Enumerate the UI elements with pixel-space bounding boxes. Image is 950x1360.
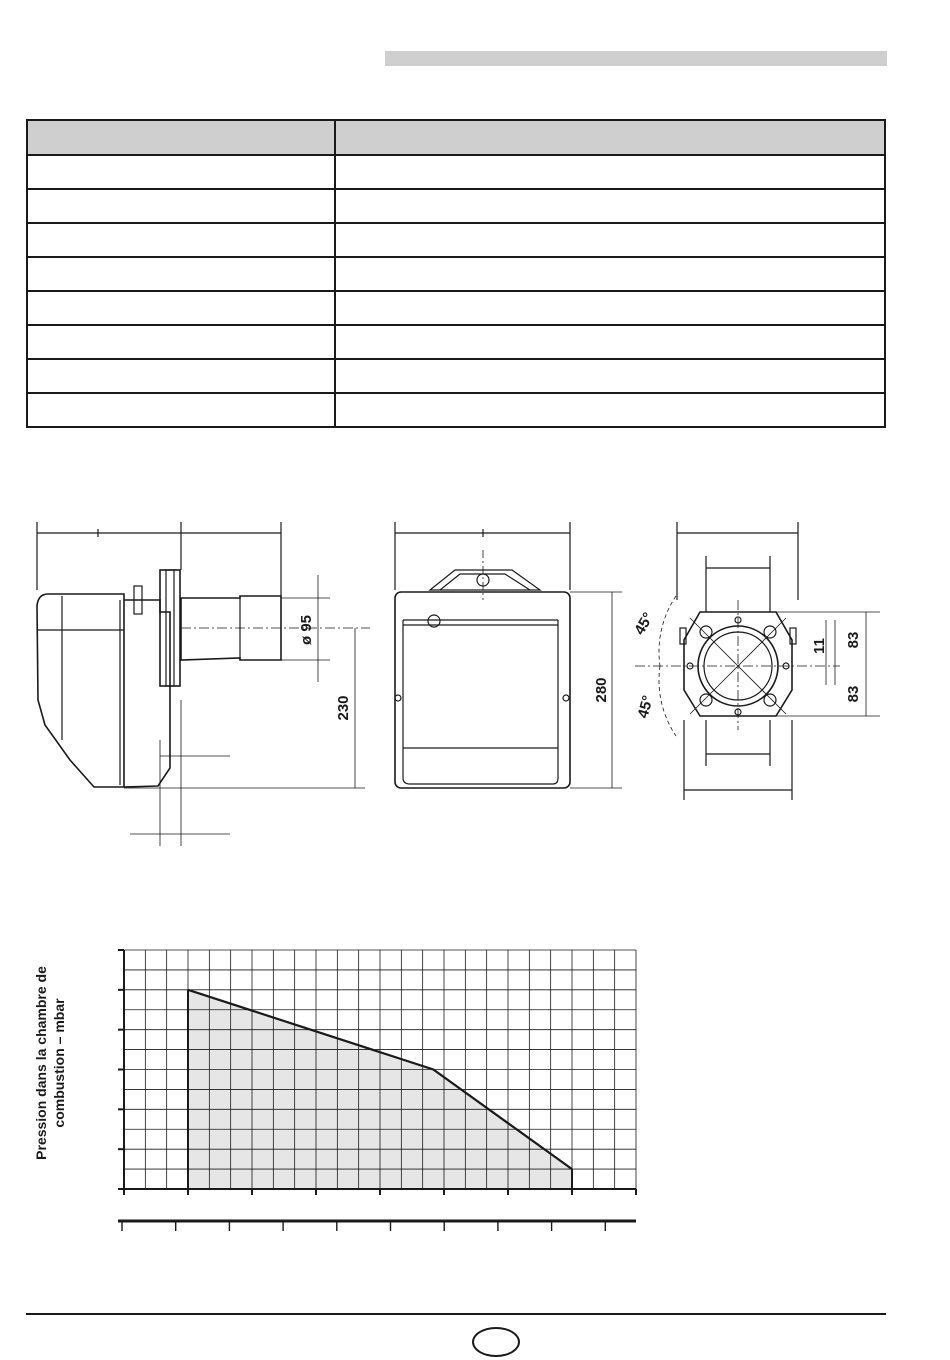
header-bar (385, 51, 887, 66)
pressure-chart (0, 930, 680, 1250)
table-row (27, 325, 885, 359)
angle-top-label: 45° (631, 609, 658, 638)
table-row (27, 223, 885, 257)
nozzle-diameter-label: ø 95 (298, 614, 315, 646)
hole-offset-label: 11 (811, 638, 828, 654)
table-row (27, 359, 885, 393)
height-to-axis-label: 230 (335, 695, 352, 721)
angle-bottom-label: 45° (634, 693, 657, 720)
half-pitch-top-label: 83 (845, 631, 862, 649)
technical-data-table (26, 119, 886, 428)
table-row (27, 189, 885, 223)
table-header-row (27, 120, 885, 155)
half-pitch-bottom-label: 83 (845, 685, 862, 703)
page-number-badge (472, 1327, 520, 1357)
footer-rule (26, 1313, 886, 1315)
side-view-drawing (37, 522, 370, 846)
body-height-label: 280 (593, 677, 610, 703)
ylabel-line-2: combustion – mbar (51, 998, 67, 1128)
table-row (27, 155, 885, 189)
table-row (27, 257, 885, 291)
dimension-drawings (0, 500, 950, 860)
ylabel-line-1: Pression dans la chambre de (33, 966, 49, 1160)
table-row (27, 393, 885, 427)
table-row (27, 291, 885, 325)
front-view-drawing (395, 522, 622, 788)
flange-view-drawing (635, 522, 880, 800)
